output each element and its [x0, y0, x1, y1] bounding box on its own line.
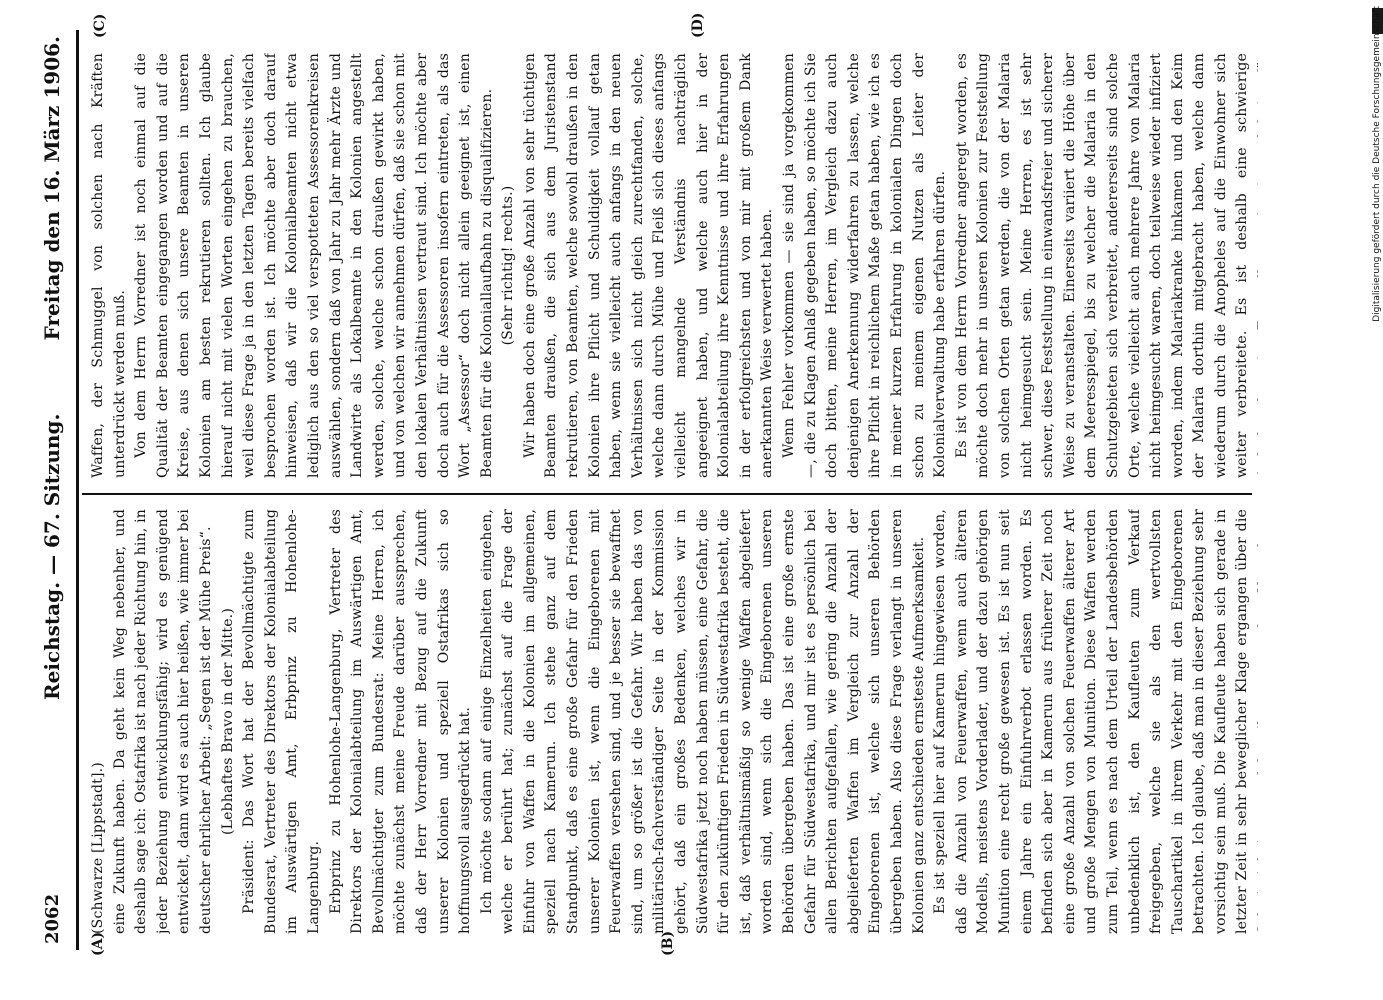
margin-marker-d: (D): [690, 12, 706, 38]
margin-marker-c: (C): [92, 13, 108, 38]
paragraph: Präsident: Das Wort hat der Bevollmächtigte zum Bundesrat, Vertreter des Direktors der Kolonialabteilung im Auswärtigen Amt, Erbprinz zu Hohenlohe-Langenburg.: [241, 509, 322, 934]
digitization-credit: Digitalisierung gefördert durch die Deutsche Forschungsgemeinschaft: [1372, 6, 1382, 322]
paragraph: eine Zukunft haben. Da geht kein Weg nebenher, und deshalb sage ich: Ostafrika ist nach jeder Richtung hin, in jeder Beziehung entwicklungsfähig; wird es genügend entwickelt, dann wird es auch hier heißen, wie immer bei deutscher ehrlicher Arbeit: „Segen ist der Mühe Preis“.: [111, 509, 214, 934]
paragraph: Von dem Herrn Vorredner ist noch einmal auf die Qualität der Beamten eingegangen worden und auf die Kreise, aus denen sich unsere Beamten in unseren Kolonien am besten rekrutieren sollten. Ich glaube hierauf nicht mit vielen Worten eingehen zu brauchen, weil diese Frage ja in den letzten Tagen bereits vielfach besprochen worden ist. Ich möchte aber doch darauf hinweisen, daß wir die Kolonialbeamten nicht etwa lediglich aus den so viel verspotteten Assessorenkreisen auswählen, sondern daß von Jahr zu Jahr mehr Ärzte und Landwirte als Lokalbeamte in den Kolonien angestellt werden, solche, welche schon draußen gewirkt haben, und von welchen wir annehmen dürfen, daß sie schon mit den lokalen Verhältnissen vertraut sind. Ich möchte aber doch auch für die Assessoren insofern eintreten, als das Wort „Assessor“ doch nicht allein geeignet ist, einen Beamten für die Koloniallaufbahn zu disqualifizieren.: [133, 53, 495, 478]
paragraph: Ich möchte sodann auf einige Einzelheiten eingehen, welche er berührt hat; zunächst auf die Frage der Einfuhr von Waffen in die Kolonien im allgemeinen, speziell nach Kamerun. Ich stehe ganz auf dem Standpunkt, daß es eine große Gefahr für den Frieden unserer Kolonien ist, wenn die Eingeborenen mit Feuerwaffen versehen sind, und je besser sie bewaffnet sind, um so größer ist die Gefahr. Wir haben das von militärisch-fachverständiger Seite in der Kommission gehört, daß ein großes Bedenken, welches wir in Südwestafrika jetzt noch haben müssen, eine Gefahr, die für den zukünftigen Frieden in Südwestafrika besteht, die ist, daß verhältnismäßig so wenige Waffen abgeliefert worden sind, wenn sich die Eingeborenen unseren Behörden übergeben haben. Das ist eine große ernste Gefahr für Südwestafrika, und mir ist es persönlich bei allen Berichten aufgefallen, wie gering die Anzahl der abgelieferten Waffen im Vergleich zur Anzahl der Eingeborenen ist, welche sich unseren Behörden übergeben haben. Also diese Frage verlangt in unseren Kolonien ganz entschieden ernsteste Aufmerksamkeit.: [478, 509, 927, 934]
paragraph: Wir haben doch eine große Anzahl von sehr tüchtigen Beamten draußen, die sich aus dem Juristenstand rekrutieren, von Beamten, welche sowohl draußen in den Kolonien ihre Pflicht und Schuldigkeit vollauf getan haben, wenn sie vielleicht auch anfangs in den neuen Verhältnissen sich nicht gleich zurechtfanden, solche, welche dann durch Mühe und Fleiß sich dieses anfangs vielleicht mangelnde Verständnis nachträglich angeeignet haben, und welche auch hier in der Kolonialabteilung ihre Kenntnisse und ihre Erfahrungen in der erfolgreichsten und von mir mit großem Dank anerkannten Weise verwertet haben.: [521, 53, 776, 478]
paragraph: Wenn Fehler vorkommen — sie sind ja vorgekommen —, die zu Klagen Anlaß gegeben haben, so möchte ich Sie doch bitten, meine Herren, im Vergleich dazu auch denjenigen Anerkennung widerfahren zu lassen, welche ihre Pflicht in reichlichem Maße getan haben, wie ich es in meiner kurzen Erfahrung in kolonialen Dingen doch schon zu meinem eigenen Nutzen als Leiter der Kolonialverwaltung habe erfahren dürfen.: [781, 53, 949, 478]
interjection: (Lebhaftes Bravo in der Mitte.): [219, 608, 236, 836]
column-divider: [82, 493, 1252, 495]
paragraph: Es ist von dem Herrn Vorredner angeregt worden, es möchte doch mehr in unseren Kolonien zur Feststellung von solchen Orten getan werden, die von der Malaria nicht heimgesucht sein. Meine Herren, es ist sehr schwer, diese Feststellung in einwandsfreier und sicherer Weise zu veranstalten. Einerseits variiert die Höhe über dem Meeresspiegel, bis zu welcher die Malaria in den Schutzgebieten sich verbreitet, andererseits sind solche Orte, welche vielleicht auch mehrere Jahre von Malaria nicht heimgesucht waren, doch teilweise wieder infiziert worden, indem Malariakranke hinkamen und den Keim der Malaria dorthin mitgebracht haben, welche dann wiederum durch die Anopheles auf die Einwohner sich weiter verbreitete. Es ist deshalb eine schwierige: [953, 53, 1251, 478]
margin-marker-a: (A): [90, 931, 106, 956]
left-column: [88, 509, 1258, 934]
session-date: Freitag den 16. März 1906.: [40, 36, 64, 341]
margin-marker-b: (B): [660, 930, 676, 956]
interjection: (Sehr richtig! rechts.): [500, 185, 517, 346]
page-header: [30, 30, 79, 950]
credit-strip: [1372, 0, 1383, 1000]
session-title: Reichstag. — 67. Sitzung.: [40, 413, 64, 700]
paragraph: Erbprinz zu Hohenlohe-Langenburg, Vertreter des Direktors der Kolonialabteilung im Auswärtigen Amt, Bevollmächtigter zum Bundesrat: Meine Herren, ich möchte zunächst meine Freude darüber aussprechen, daß der Herr Vorredner mit Bezug auf die Zukunft unserer Kolonien und speziell Ostafrikas sich so hoffnungsvoll ausgedrückt hat.: [327, 509, 474, 934]
paragraph: Es ist speziell hier auf Kamerun hingewiesen worden, daß die Anzahl von Feuerwaffen, wenn auch älteren Modells, meistens Vorderlader, und der dazu gehörigen Munition eine recht große gewesen ist. Es ist nun seit einem Jahre ein Einfuhrverbot erlassen worden. Es befinden sich aber in Kamerun aus früherer Zeit noch eine große Anzahl von solchen Feuerwaffen älterer Art und große Mengen von Munition. Diese Waffen werden zum Teil, wenn es nach dem Urteil der Landesbehörden unbedenklich ist, den Kaufleuten zum Verkauf freigegeben, welche sie als den wertvollsten Tauschartikel in ihrem Verkehr mit den Eingeborenen betrachten. Ich glaube, daß man in dieser Beziehung sehr vorsichtig sein muß. Die Kaufleute haben sich gerade in letzter Zeit in sehr beweglicher Klage ergangen über die: [932, 509, 1251, 934]
paragraph: Waffen, der Schmuggel von solchen nach Kräften unterdrückt werden muß.: [90, 53, 128, 478]
right-column: [88, 53, 1258, 478]
speaker-reference: (Schwarze [Lippstadt].): [90, 762, 106, 934]
page-number: 2062: [42, 893, 63, 944]
